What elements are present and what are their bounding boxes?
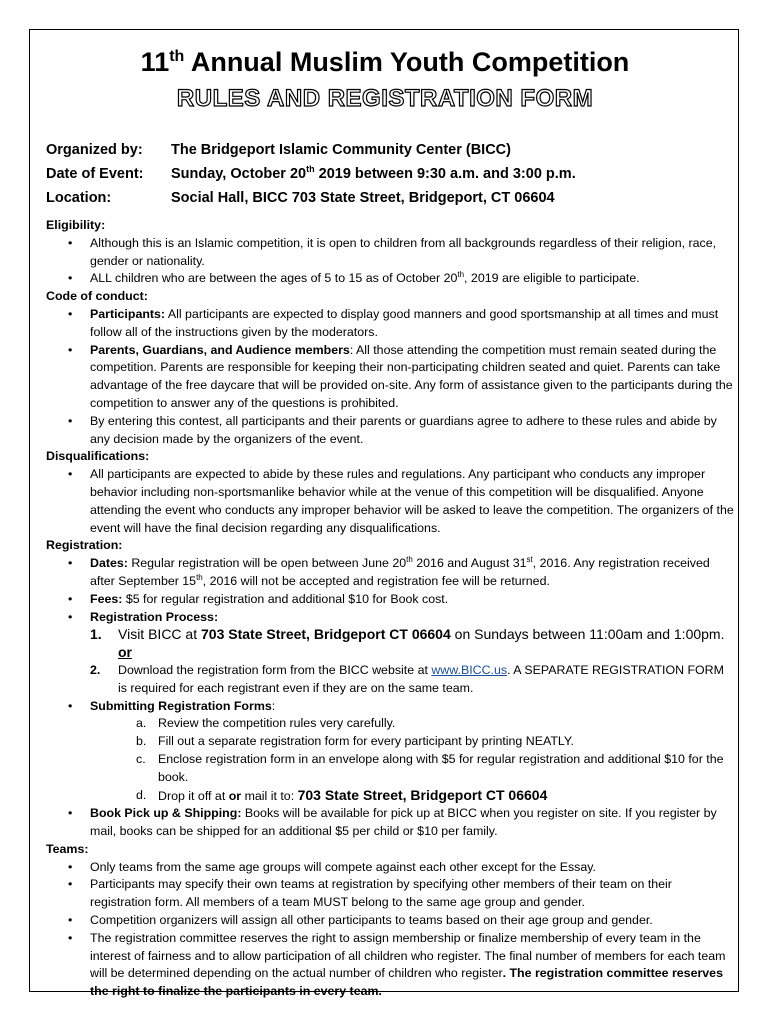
eligibility-item: • Although this is an Islamic competition, it is open to children from all backgrounds regardless of their religion, race, gender or nationality. bbox=[46, 235, 736, 271]
submitting-step: d. Drop it off at or mail it to: 703 State Street, Bridgeport CT 06604 bbox=[136, 786, 548, 803]
location-value: Social Hall, BICC 703 State Street, Bridgeport, CT 06604 bbox=[171, 190, 555, 206]
organized-by-value: The Bridgeport Islamic Community Center (BICC) bbox=[171, 142, 511, 158]
organized-by-label: Organized by: bbox=[46, 142, 143, 158]
registration-step: 2. Download the registration form from the BICC website at www.BICC.us. A SEPARATE REGISTRATION FORM is required for each registrant even if they are on the same team. bbox=[90, 662, 724, 695]
rules-body bbox=[46, 217, 736, 1001]
disqualifications-heading: Disqualifications: bbox=[46, 449, 150, 464]
registration-step: 1. Visit BICC at 703 State Street, Bridgeport CT 06604 on Sundays between 11:00am and 1:00pm. or bbox=[90, 626, 725, 661]
conduct-item: • By entering this contest, all participants and their parents or guardians agree to adhere to these rules and abide by any decision made by the organizers of the event. bbox=[46, 413, 736, 449]
conduct-item: • Participants: All participants are expected to display good manners and good sportsmanship at all times and must follow all of the instructions given by the moderators. bbox=[46, 306, 736, 342]
teams-item: • The registration committee reserves the right to assign membership or finalize membership of every team in the interest of fairness and to allow participation of all children who register. The final number of members for each team will be determined depending on the actual number of children who register. The registration committee reserves the right to finalize the participants in every team. bbox=[46, 930, 736, 1001]
teams-heading: Teams: bbox=[46, 841, 89, 856]
teams-item: • Only teams from the same age groups will compete against each other except for the Essay. bbox=[46, 859, 736, 877]
eligibility-heading: Eligibility: bbox=[46, 218, 106, 232]
submitting-step: b. Fill out a separate registration form for every participant by printing NEATLY. bbox=[136, 734, 574, 749]
teams-item: • Participants may specify their own teams at registration by specifying other members of their team on their registration form. All members of a team MUST belong to the same age group and gender. bbox=[46, 876, 736, 912]
location-label: Location: bbox=[46, 190, 112, 206]
registration-submitting: • Submitting Registration Forms: bbox=[46, 698, 736, 716]
conduct-item: • Parents, Guardians, and Audience members: All those attending the competition must remain seated during the competition. Parents are responsible for keeping their non-participating children seated and quiet. Parents can take advantage of the free daycare that will be provided on-site. Any form of assistance given to the participants during the competition to answer any of the questions is prohibited. bbox=[46, 342, 736, 413]
date-value: Sunday, October 20th 2019 between 9:30 a.m. and 3:00 p.m. bbox=[171, 164, 576, 182]
page-subtitle: RULES AND REGISTRATION FORM bbox=[176, 85, 594, 112]
page-title: 11th Annual Muslim Youth Competition bbox=[140, 47, 630, 77]
disqualifications-item: • All participants are expected to abide by these rules and regulations. Any participant who conducts any improper behavior including non-sportsmanlike behavior while at the venue of this competition will be disqualified. Anyone attending the event who conducts any improper behavior will be asked to leave the competition. The organizers of the event will have the final decision regarding any disqualifications. bbox=[46, 466, 736, 537]
teams-item: • Competition organizers will assign all other participants to teams based on their age group and gender. bbox=[46, 912, 736, 930]
registration-dates: • Dates: Regular registration will be open between June 20th 2016 and August 31st, 2016. Any registration received after September 15th, 2016 will not be accepted and registration fee will be returned. bbox=[46, 555, 736, 591]
registration-fees: • Fees: $5 for regular registration and additional $10 for Book cost. bbox=[46, 591, 736, 609]
conduct-heading: Code of conduct: bbox=[46, 289, 148, 304]
submitting-step: c. Enclose registration form in an envelope along with $5 for regular registration and additional $10 for the book. bbox=[136, 751, 724, 784]
registration-pickup: • Book Pick up & Shipping: Books will be available for pick up at BICC when you register on site. If you register by mail, books can be shipped for an additional $5 per child or $10 per family. bbox=[46, 805, 736, 841]
date-label: Date of Event: bbox=[46, 166, 144, 182]
eligibility-item: • ALL children who are between the ages of 5 to 15 as of October 20th, 2019 are eligible to participate. bbox=[46, 270, 736, 288]
registration-process: • Registration Process: bbox=[46, 609, 736, 627]
registration-heading: Registration: bbox=[46, 538, 123, 553]
bicc-website-link[interactable]: www.BICC.us bbox=[431, 662, 508, 677]
submitting-step: a. Review the competition rules very carefully. bbox=[136, 716, 396, 731]
